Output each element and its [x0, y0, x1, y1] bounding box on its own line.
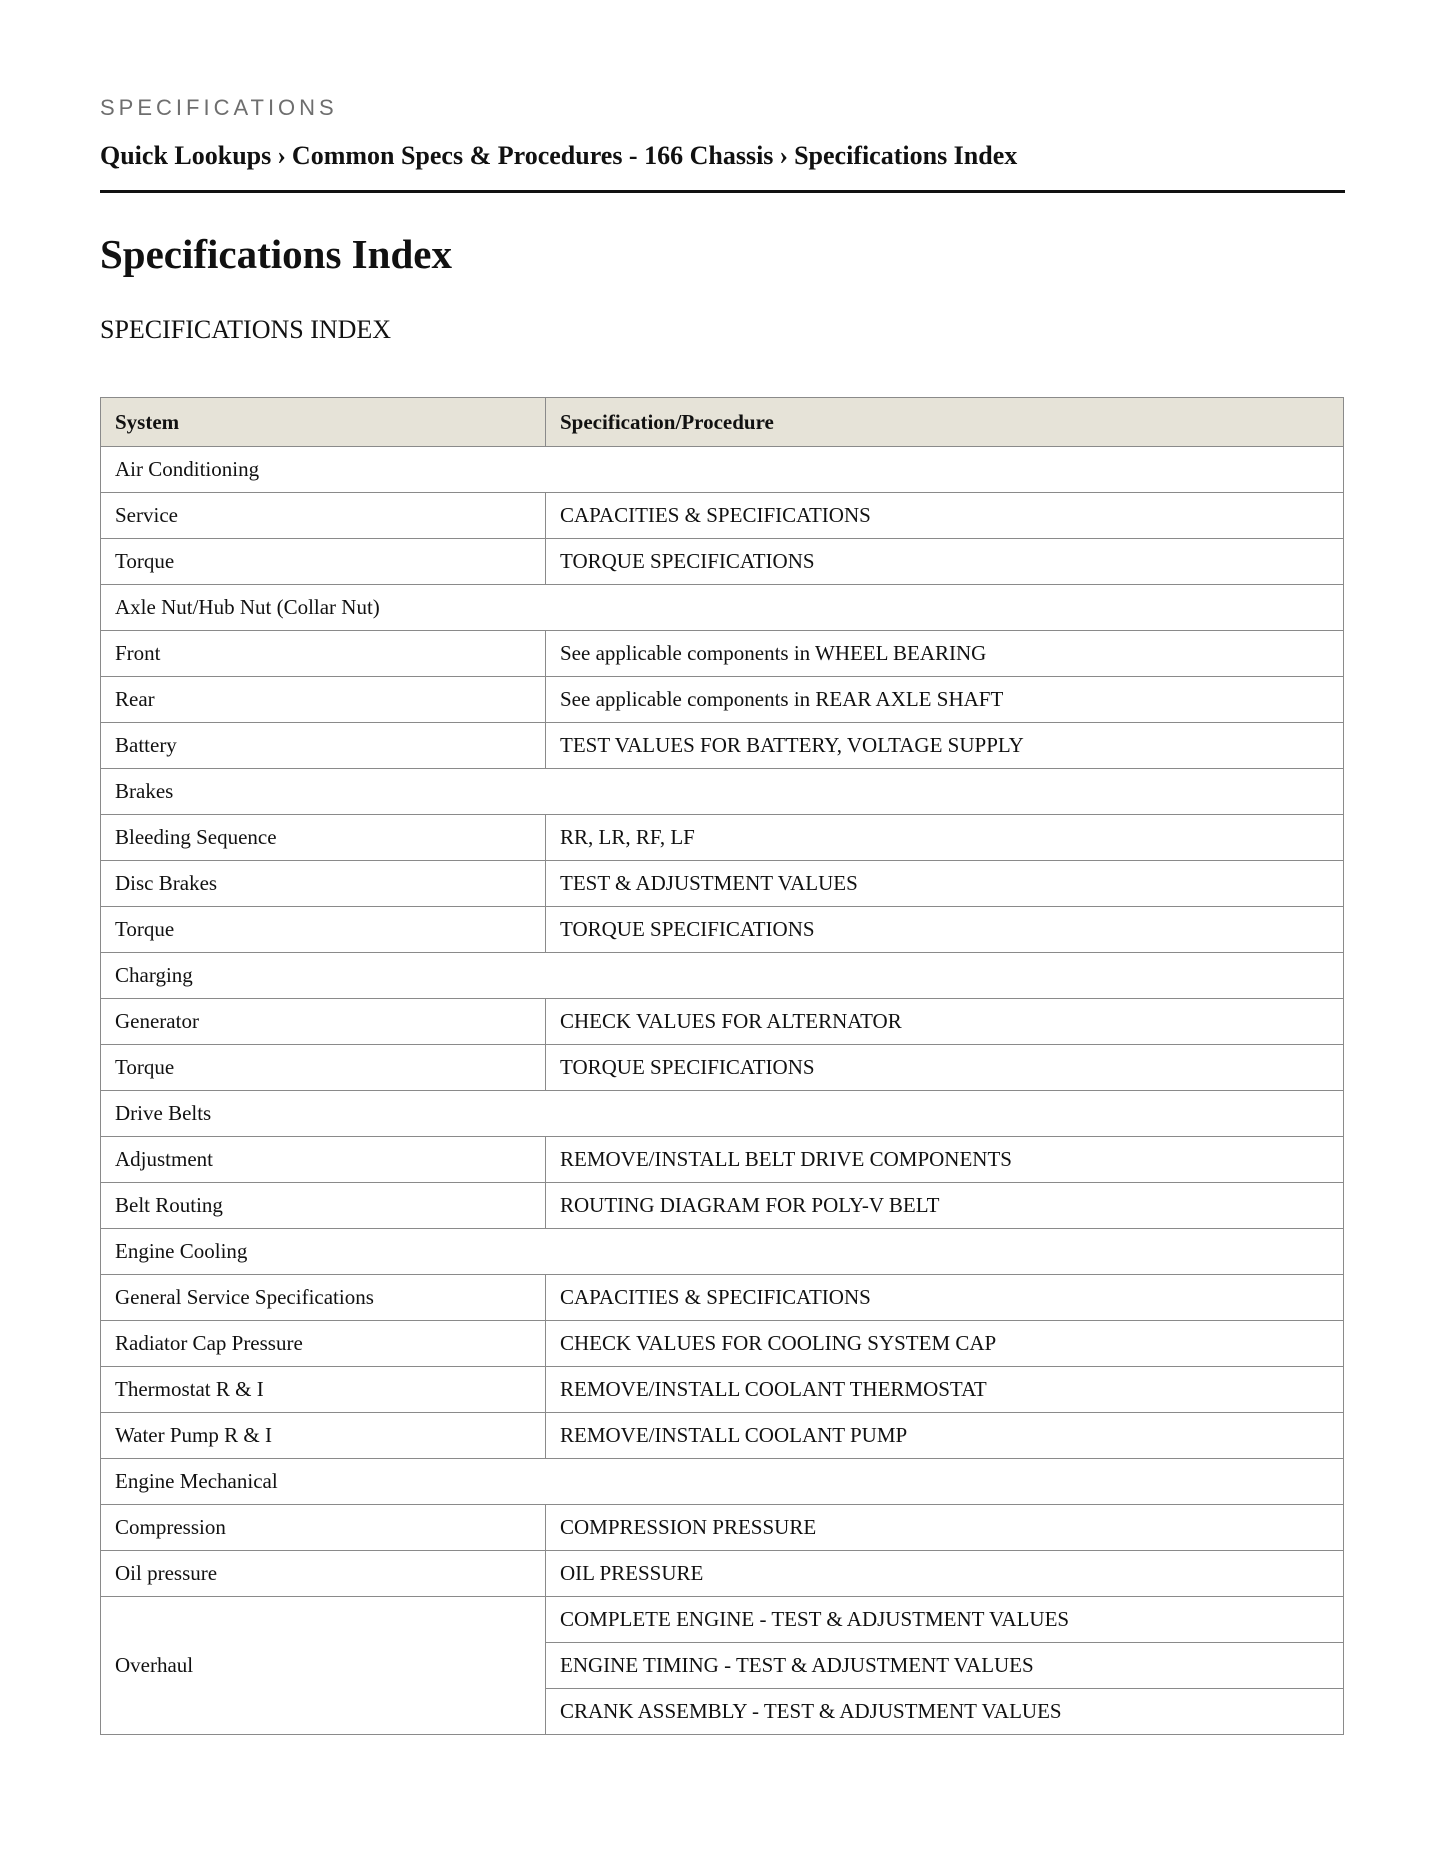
table-row [101, 539, 1344, 585]
table-row [101, 1137, 1344, 1183]
table-body [101, 447, 1344, 1735]
spec-link[interactable]: OIL PRESSURE [546, 1551, 1344, 1597]
table-row [101, 907, 1344, 953]
breadcrumb-separator: › [277, 141, 286, 170]
system-cell: Compression [101, 1505, 546, 1551]
table-row [101, 723, 1344, 769]
spec-link[interactable]: TEST VALUES FOR BATTERY, VOLTAGE SUPPLY [546, 723, 1344, 769]
spec-link[interactable]: TEST & ADJUSTMENT VALUES [546, 861, 1344, 907]
spec-link[interactable]: See applicable components in WHEEL BEARING [546, 631, 1344, 677]
table-group-row [101, 769, 1344, 815]
table-group-row [101, 1459, 1344, 1505]
breadcrumb-item-common-specs[interactable]: Common Specs & Procedures - 166 Chassis [291, 141, 774, 170]
spec-link[interactable]: CAPACITIES & SPECIFICATIONS [546, 1275, 1344, 1321]
table-row [101, 493, 1344, 539]
table-row [101, 1183, 1344, 1229]
spec-link[interactable]: CHECK VALUES FOR COOLING SYSTEM CAP [546, 1321, 1344, 1367]
system-cell: General Service Specifications [101, 1275, 546, 1321]
system-cell: Water Pump R & I [101, 1413, 546, 1459]
specifications-table [100, 397, 1344, 1735]
system-group-label: Engine Mechanical [101, 1459, 1344, 1505]
spec-link[interactable]: TORQUE SPECIFICATIONS [546, 907, 1344, 953]
spec-link[interactable]: RR, LR, RF, LF [546, 815, 1344, 861]
system-cell: Radiator Cap Pressure [101, 1321, 546, 1367]
table-row [101, 677, 1344, 723]
table-group-row [101, 1091, 1344, 1137]
system-cell: Service [101, 493, 546, 539]
system-group-label: Axle Nut/Hub Nut (Collar Nut) [101, 585, 1344, 631]
system-group-label: Air Conditioning [101, 447, 1344, 493]
system-group-label: Drive Belts [101, 1091, 1344, 1137]
table-row [101, 1551, 1344, 1597]
spec-link[interactable]: REMOVE/INSTALL COOLANT THERMOSTAT [546, 1367, 1344, 1413]
spec-link[interactable]: ROUTING DIAGRAM FOR POLY-V BELT [546, 1183, 1344, 1229]
system-cell: Torque [101, 1045, 546, 1091]
spec-link[interactable]: REMOVE/INSTALL BELT DRIVE COMPONENTS [546, 1137, 1344, 1183]
breadcrumb-item-current: Specifications Index [794, 141, 1018, 170]
table-group-row [101, 447, 1344, 493]
system-cell: Front [101, 631, 546, 677]
table-group-row [101, 585, 1344, 631]
table-row [101, 1597, 1344, 1643]
column-header-spec: Specification/Procedure [546, 398, 1344, 447]
table-row [101, 815, 1344, 861]
column-header-system: System [101, 398, 546, 447]
spec-link[interactable]: TORQUE SPECIFICATIONS [546, 1045, 1344, 1091]
system-cell: Rear [101, 677, 546, 723]
system-cell: Thermostat R & I [101, 1367, 546, 1413]
spec-link[interactable]: ENGINE TIMING - TEST & ADJUSTMENT VALUES [546, 1643, 1344, 1689]
table-row [101, 999, 1344, 1045]
system-group-label: Charging [101, 953, 1344, 999]
system-cell: Disc Brakes [101, 861, 546, 907]
table-row [101, 1413, 1344, 1459]
table-group-row [101, 953, 1344, 999]
table-row [101, 1505, 1344, 1551]
breadcrumb-item-quick-lookups[interactable]: Quick Lookups [100, 141, 272, 170]
system-cell: Battery [101, 723, 546, 769]
spec-link[interactable]: COMPLETE ENGINE - TEST & ADJUSTMENT VALUES [546, 1597, 1344, 1643]
system-cell: Overhaul [101, 1597, 546, 1735]
table-row [101, 1275, 1344, 1321]
section-eyebrow: SPECIFICATIONS [100, 95, 338, 120]
table-row [101, 1321, 1344, 1367]
table-row [101, 1367, 1344, 1413]
table-row [101, 861, 1344, 907]
spec-link[interactable]: CHECK VALUES FOR ALTERNATOR [546, 999, 1344, 1045]
spec-link[interactable]: CRANK ASSEMBLY - TEST & ADJUSTMENT VALUES [546, 1689, 1344, 1735]
system-cell: Belt Routing [101, 1183, 546, 1229]
table-group-row [101, 1229, 1344, 1275]
system-cell: Torque [101, 907, 546, 953]
system-cell: Generator [101, 999, 546, 1045]
system-cell: Oil pressure [101, 1551, 546, 1597]
table-row [101, 631, 1344, 677]
section-subtitle: SPECIFICATIONS INDEX [100, 315, 392, 344]
system-cell: Adjustment [101, 1137, 546, 1183]
system-cell: Torque [101, 539, 546, 585]
table-header-row [101, 398, 1344, 447]
system-group-label: Brakes [101, 769, 1344, 815]
spec-link[interactable]: CAPACITIES & SPECIFICATIONS [546, 493, 1344, 539]
breadcrumb-separator: › [779, 141, 789, 170]
table-row [101, 1045, 1344, 1091]
system-group-label: Engine Cooling [101, 1229, 1344, 1275]
spec-link[interactable]: See applicable components in REAR AXLE SHAFT [546, 677, 1344, 723]
page-title: Specifications Index [100, 231, 452, 277]
spec-link[interactable]: TORQUE SPECIFICATIONS [546, 539, 1344, 585]
system-cell: Bleeding Sequence [101, 815, 546, 861]
breadcrumb [100, 138, 1345, 193]
spec-link[interactable]: REMOVE/INSTALL COOLANT PUMP [546, 1413, 1344, 1459]
spec-link[interactable]: COMPRESSION PRESSURE [546, 1505, 1344, 1551]
